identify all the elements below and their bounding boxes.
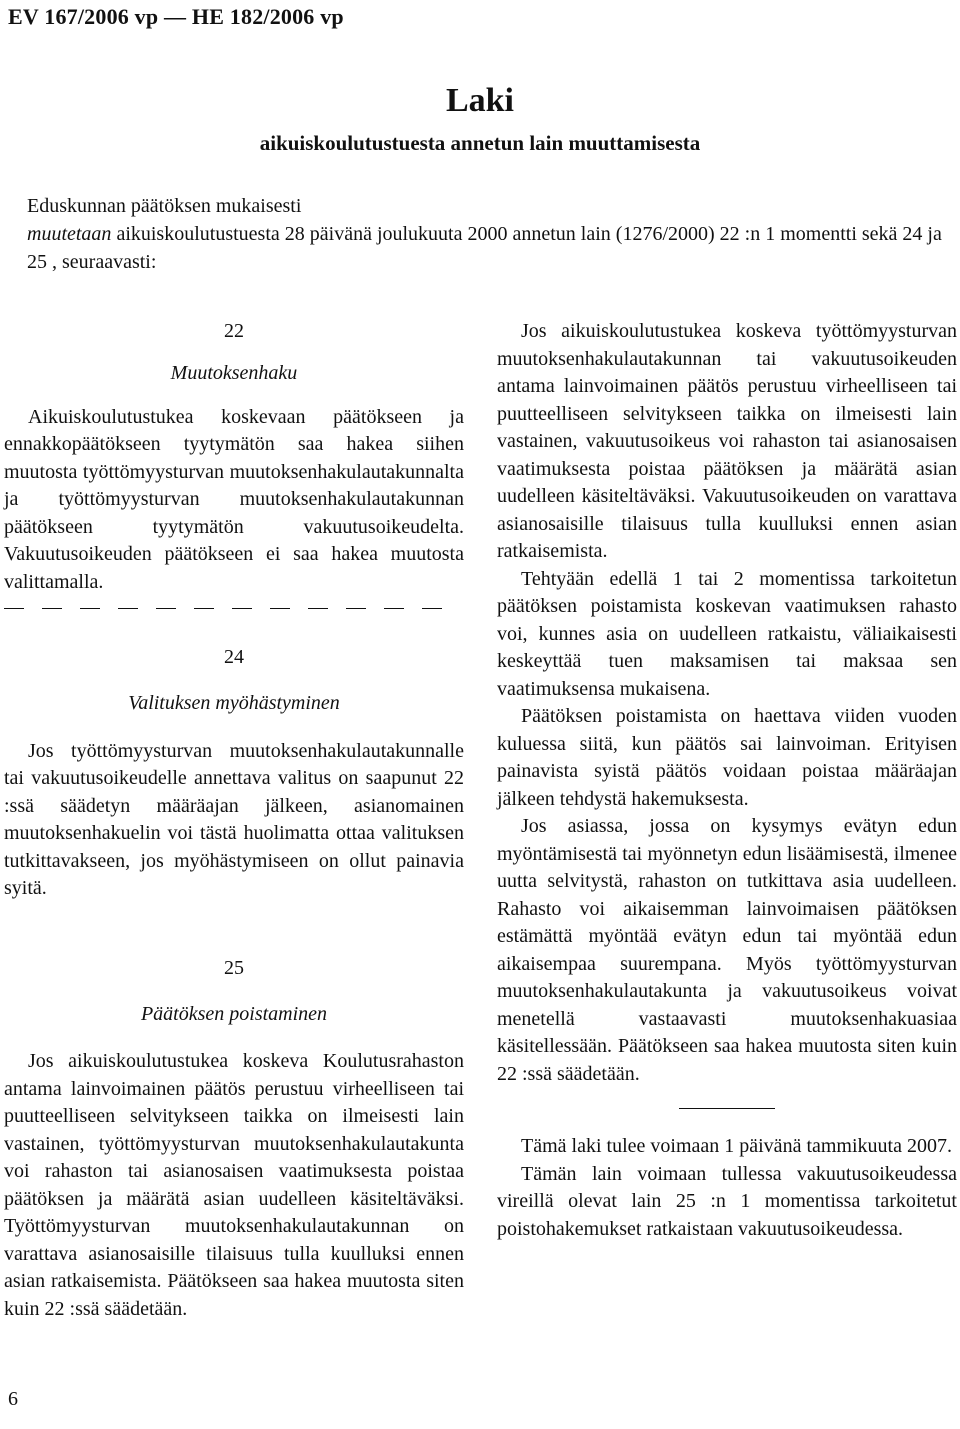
- dash: [4, 608, 24, 609]
- section-25-title: Päätöksen poistaminen: [140, 1002, 328, 1025]
- law-subtitle: aikuiskoulutustuesta annetun lain muuttamisesta: [259, 131, 701, 155]
- section-25-number: 25: [224, 956, 244, 979]
- section-22-text: Aikuiskoulutustukea koskevaan päätökseen ja ennakkopäätökseen tyytymätön saa hakea siihen muutosta työttömyysturvan muutoksenhakulautakunnalta ja työttömyysturvan muutoksenhakulautakunnan päätökseen tyytymätön vakuutusoikeudelta. Vakuutusoikeuden päätökseen ei saa hakea muutosta valittamalla.: [4, 405, 464, 593]
- dash: [194, 608, 214, 609]
- section-24-text: Jos työttömyysturvan muutoksenhakulautakunnalle tai vakuutusoikeudelle annettava valitus on saapunut 22 :ssä säädetyn määräajan jälkeen, asianomainen muutoksenhakuelin voi tästä huolimatta ottaa valituksen tutkittavakseen, jos myöhästymiseen on ollut painavia syitä.: [4, 739, 464, 899]
- dash: [232, 608, 252, 609]
- intro-amendment: [27, 220, 957, 276]
- section-25-paragraph-4: Päätöksen poistamista on haettava viiden vuoden kuluessa siitä, kun päätös sai lainvoiman. Erityisen painavista syistä päätös voidaan poistaa määräajan jälkeen tehdystä hakemuksesta.: [497, 705, 957, 810]
- intro-block: [27, 192, 957, 276]
- dash: [80, 608, 100, 609]
- section-25-paragraph-1: Jos aikuiskoulutustukea koskeva Koulutusrahaston antama lainvoimainen päätös perustuu virheelliseen tai puutteelliseen selvitykseen taikka on ilmeisesti lain vastainen, työttömyysturvan muutoksenhakulautakunta voi rahaston tai asianosaisen vaatimuksesta poistaa päätöksen ja määrätä asian uudelleen käsiteltäväksi. Työttömyysturvan muutoksenhakulautakunnan on varattava asianosaisille tilaisuus tulla kuulluksi ennen asian ratkaisemista. Päätökseen saa hakea muutosta siten kuin 22 :ssä säädetään.: [4, 1050, 464, 1320]
- dash: [270, 608, 290, 609]
- section-22-number: 22: [224, 320, 244, 342]
- section-25-paragraph-5: Jos asiassa, jossa on kysymys evätyn edun myöntämisestä tai myönnetyn edun lisäämisestä, ilmenee uutta selvitystä, rahaston on tutkittava asia uudelleen. Rahasto voi aikaisemman lainvoimaisen päätöksen estämättä myöntää evätyn edun tai myöntää edun aikaisempaa suurempana. Myös työttömyysturvan muutoksenhakulautakunta ja vakuutusoikeus voivat menetellä vastaavasti muutoksenhakuasiaa käsitellessään. Päätökseen saa hakea muutosta siten kuin 22 :ssä säädetään.: [497, 815, 957, 1085]
- law-title: Laki: [445, 82, 515, 119]
- dash: [422, 608, 442, 609]
- dash: [346, 608, 366, 609]
- section-25-paragraph-3: Tehtyään edellä 1 tai 2 momentissa tarkoitetun päätöksen poistamista koskevan vaatimuksen rahasto voi, kunnes asia on uudelleen ratkaistu, väliaikaisesti keskeyttää tuen maksamisen tai maksaa sen vaatimuksensa mukaisena.: [497, 567, 957, 700]
- dash: [42, 608, 62, 609]
- dash: [156, 608, 176, 609]
- section-24-number: 24: [224, 646, 244, 668]
- entry-into-force: Tämä laki tulee voimaan 1 päivänä tammikuuta 2007.: [521, 1135, 952, 1157]
- section-divider: [679, 1108, 775, 1109]
- document-header: EV 167/2006 vp — HE 182/2006 vp: [8, 4, 344, 29]
- transitional-provision: Tämän lain voimaan tullessa vakuutusoikeudessa vireillä olevat lain 25 :n 1 momentissa tarkoitetut poistohakemukset ratkaistaan vakuutusoikeudessa.: [497, 1162, 957, 1240]
- omission-dashes: [4, 598, 464, 620]
- page-number: 6: [8, 1388, 18, 1410]
- dash: [118, 608, 138, 609]
- right-column: [497, 318, 957, 1243]
- dash: [308, 608, 328, 609]
- dash: [384, 608, 404, 609]
- section-25-paragraph-2: Jos aikuiskoulutustukea koskeva työttömyysturvan muutoksenhakulautakunnan tai vakuutusoikeuden antama lainvoimainen päätös perustuu virheelliseen tai puutteelliseen selvitykseen taikka on ilmeisesti lain vastainen, vakuutusoikeus voi rahaston tai asianosaisen vaatimuksesta poistaa päätöksen ja määrätä asian uudelleen käsiteltäväksi. Vakuutusoikeuden on varattava asianosaisille tilaisuus tulla kuulluksi ennen asian ratkaisemista.: [497, 320, 957, 562]
- left-column: [4, 318, 464, 1323]
- intro-lead-word: muutetaan: [27, 223, 112, 245]
- section-24-title: Valituksen myöhästyminen: [128, 692, 340, 714]
- intro-line: Eduskunnan päätöksen mukaisesti: [27, 195, 302, 217]
- intro-amendment-text: aikuiskoulutustuesta 28 päivänä joulukuuta 2000 annetun lain (1276/2000) 22 :n 1 momentti sekä 24 ja 25 , seuraavasti:: [27, 223, 942, 273]
- section-22-title: Muutoksenhaku: [170, 362, 298, 384]
